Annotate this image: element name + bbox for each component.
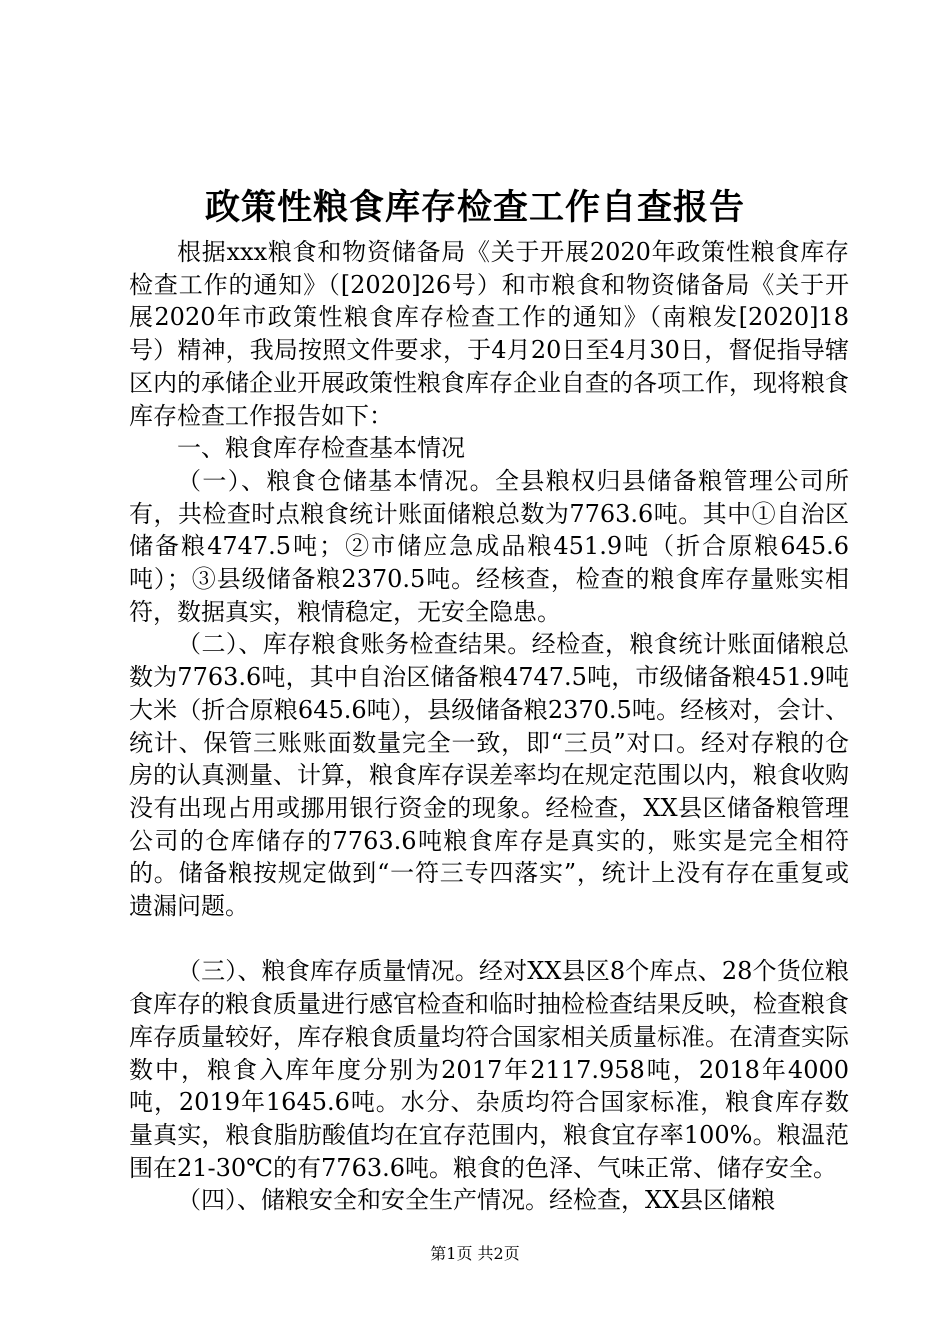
paragraph-safety-situation: （四）、储粮安全和安全生产情况。经检查，XX县区储粮 — [177, 1186, 776, 1215]
page-footer: 第1页 共2页 — [430, 1244, 520, 1263]
document-title: 政策性粮食库存检查工作自查报告 — [204, 187, 745, 228]
paragraph-accounting-results: （二）、库存粮食账务检查结果。经检查，粮食统计账面储粮总数为7763.6吨，其中自治区储备粮4747.5吨，市级储备粮451.9吨大米（折合原粮645.6吨），县级储备粮2370.5吨。经核对，会计、统计、保管三账账面数量完全一致，即“三员”对口。经对存粮的仓房的认真测量、计算，粮食库存误差率均在规定范围以内，粮食收购没有出现占用或挪用银行资金的现象。经检查，XX县区储备粮管理公司的仓库储存的7763.6吨粮食库存是真实的，账实是完全相符的。储备粮按规定做到“一符三专四落实”，统计上没有存在重复或遗漏问题。 — [129, 630, 849, 921]
section-heading-basic-situation: 一、粮食库存检查基本情况 — [177, 434, 465, 463]
intro-paragraph: 根据xxx粮食和物资储备局《关于开展2020年政策性粮食库存检查工作的通知》（[2020]26号）和市粮食和物资储备局《关于开展2020年市政策性粮食库存检查工作的通知》（南粮发[2020]18号）精神，我局按照文件要求，于4月20日至4月30日，督促指导辖区内的承储企业开展政策性粮食库存企业自查的各项工作，现将粮食库存检查工作报告如下： — [129, 238, 849, 430]
paragraph-storage-basics: （一）、粮食仓储基本情况。全县粮权归县储备粮管理公司所有，共检查时点粮食统计账面储粮总数为7763.6吨。其中①自治区储备粮4747.5吨；②市储应急成品粮451.9吨（折合原粮645.6吨）；③县级储备粮2370.5吨。经核查，检查的粮食库存量账实相符，数据真实，粮情稳定，无安全隐患。 — [129, 466, 849, 626]
document-body — [129, 236, 849, 1217]
paragraph-quality-situation: （三）、粮食库存质量情况。经对XX县区8个库点、28个货位粮食库存的粮食质量进行感官检查和临时抽检检查结果反映，检查粮食库存质量较好，库存粮食质量均符合国家相关质量标准。在清查实际数中，粮食入库年度分别为2017年2117.958吨，2018年4000吨，2019年1645.6吨。水分、杂质均符合国家标准，粮食库存数量真实，粮食脂肪酸值均在宜存范围内，粮食宜存率100%。粮温范围在21-30℃的有7763.6吨。粮食的色泽、气味正常、储存安全。 — [129, 957, 849, 1182]
